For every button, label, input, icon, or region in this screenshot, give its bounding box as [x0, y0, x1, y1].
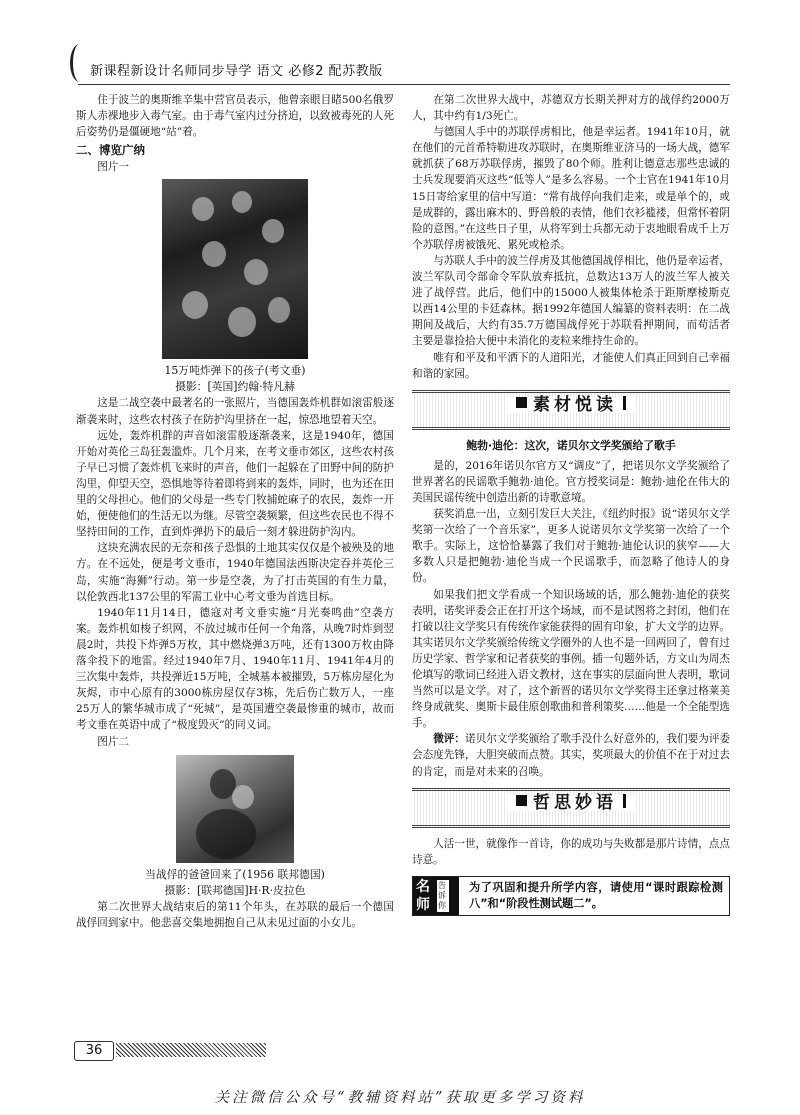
micro-review-label: 微评：	[433, 733, 465, 746]
paragraph: 这块充满农民的无奈和孩子恐惧的土地其实仅仅是个被殃及的地方。在不远处，便是考文垂市，1940年德国法西斯决定吞并英伦三岛，实施“海狮”行动。第一步是空袭，为了打击英国的有生力量，以伦敦西北137公里的军需工业中心考文垂为首选目标。	[76, 542, 394, 603]
teacher-badge	[413, 877, 459, 915]
paragraph: 这是二战空袭中最著名的一张照片，当德国轰炸机群如滚雷般逐渐袭来时，这些农村孩子在防护沟里挤在一起，惊恐地望着天空。	[76, 397, 394, 426]
right-column	[412, 92, 730, 916]
badge-main-text: 名师	[416, 878, 430, 913]
page-header	[70, 48, 730, 88]
section-heading: 二、博览广纳	[76, 143, 145, 158]
article-subheading: 鲍勃·迪伦：这次，诺贝尔文学奖颁给了歌手	[466, 438, 676, 452]
banner-material-reading	[412, 390, 730, 430]
paragraph: 唯有和平及和平洒下的人道阳光，才能使人们真正回到自己幸福和谐的家园。	[412, 351, 730, 380]
photo1-label: 图片一	[97, 161, 129, 174]
banner-title: 哲思妙语	[533, 792, 617, 813]
photo1-caption-credit: 摄影：[英国]约翰·特凡赫	[175, 380, 295, 394]
paragraph: 如果我们把文学看成一个知识场域的话，那么鲍勃·迪伦的获奖表明，诺奖评委会正在打开这个场域，而不是试图将之封闭，他们在打破以往文学奖只有传统作家能获得的固有印象，扩大文学的边界。其实诺贝尔文学奖颁给传统文学圈外的人也不是一回两回了，曾有过历史学家、哲学家和记者获奖的事例。插一句题外话，方文山为周杰伦填写的歌词已经进入语文教材，这在事实的层面向世人表明，歌词当然可以是文学。对了，这个新晋的诺贝尔文学奖得主还拿过格莱美终身成就奖、奥斯卡最佳原创歌曲和普利策奖……他是一个全能型选手。	[412, 588, 730, 730]
banner-square-icon	[516, 397, 527, 408]
footer-pattern	[116, 1043, 266, 1057]
paragraph: 远处，轰炸机群的声音如滚雷般逐渐袭来，这是1940年，德国开始对英伦三岛狂轰滥炸。几个月来，在考文垂市郊区，这些农村孩子早已习惯了轰炸机飞来时的声音，他们一起躲在了田野中间的防护沟里，仰望天空，恐惧地等待着即将到来的轰炸，同时，也为还在田里的父母担心。他们的父母是一些专门牧捕蛇麻子的农民，轰炸一开始，便使他们的生活无以为继。尽管空袭频繁，但这些农民也不得不坚持田间的工作，直到炸弹扔下的最后一刻才躲进防护沟内。	[76, 429, 394, 539]
intro-paragraph: 住于波兰的奥斯维辛集中营官员表示，他曾亲眼目睹500名俄罗斯人赤裸地步入毒气室。由于毒气室内过分挤迫，以致被毒死的人死后姿势仍是僵硬地“站”着。	[76, 94, 394, 139]
banner-square-icon	[516, 795, 527, 806]
micro-review-text: 诺贝尔文学奖颁给了歌手没什么好意外的，我们要为评委会态度先锋，大胆突破而点赞。其实，奖项最大的价值不在于对过去的肯定，而是对未来的召唤。	[412, 733, 731, 778]
photo2-caption-credit: 摄影：[联邦德国]H·R·皮拉色	[164, 883, 306, 897]
photo1-caption-title: 15万吨炸弹下的孩子(考文垂)	[164, 364, 306, 378]
banner-title: 素材悦读	[533, 394, 617, 415]
paragraph: 在第二次世界大战中，苏德双方长期关押对方的战俘约2000万人，其中约有1/3死亡。	[412, 94, 730, 123]
bottom-note: 关注微信公众号“教辅资料站”获取更多学习资料	[214, 1090, 586, 1106]
paragraph: 1940年11月14日，德寇对考文垂实施“月光奏鸣曲”空袭方案。轰炸机如梭子织网，不放过城市任何一个角落，从晚7时炸到翌晨2时，共投下炸弹5万枚，其中燃烧弹3万吨，还有1300万枚由降落伞投下的地雷。经过1940年7月、1940年11月、1941年4月的三次集中轰炸，共投弹近15万吨，全城基本被摧毁，5万栋房屋化为灰烬，市中心原有的3000栋房屋仅存3栋，先后伤亡数万人，一座25万人的繁华城市成了“死城”，是英国遭空袭最惨重的城市，故而考文垂在英语中成了“极度毁灭”的同义词。	[76, 606, 394, 732]
photo-father-returns	[176, 755, 294, 863]
teacher-tip-box	[412, 876, 730, 916]
banner-bar-icon	[623, 396, 626, 410]
paragraph: 与苏联人手中的波兰俘虏及其他德国战俘相比，他仍是幸运者，波兰军队司令部命令军队放弃抵抗，总数达13万人的波兰军人被关进了战俘营。此后，他们中的15000人被集体枪杀于距斯摩棱斯克以西14公里的卡廷森林。据1992年德国人编纂的资料表明：在二战期间及战后，大约有35.7万德国战俘死于苏联看押期间，而苟活者主要是靠捡拾大便中未消化的麦粒来维持生命的。	[412, 254, 730, 348]
tip-text: 为了巩固和提升所学内容，请使用“课时跟踪检测八”和“阶段性测试题二”。	[469, 880, 723, 910]
left-column	[76, 92, 394, 931]
photo2-label: 图片二	[97, 736, 129, 749]
header-rule	[78, 84, 730, 85]
paragraph: 是的，2016年诺贝尔官方又“调皮”了，把诺贝尔文学奖颁给了世界著名的民谣歌手鲍勃·迪伦。官方授奖词是：鲍勃·迪伦在伟大的美国民谣传统中创造出新的诗歌意境。	[412, 459, 730, 504]
photo-children-in-trench	[162, 179, 308, 359]
header-bracket	[70, 44, 89, 82]
paragraph: 第二次世界大战结束后的第11个年头，在苏联的最后一个德国战俘回到家中。他悲喜交集地拥抱自己从未见过面的小女儿。	[76, 900, 394, 929]
paragraph: 人活一世，就像作一首诗，你的成功与失败都是那片诗情，点点诗意。	[412, 837, 730, 866]
banner-philosophy	[412, 788, 730, 828]
badge-side-text: 告诉你	[437, 880, 449, 912]
paragraph: 获奖消息一出，立刻引发巨大关注，《纽约时报》说“诺贝尔文学奖第一次给了一个音乐家”，更多人说诺贝尔文学奖第一次给了一个歌手。实际上，这恰恰暴露了我们对于鲍勃·迪伦认识的狭窄——大多数人只是把鲍勃·迪伦当成一个民谣歌手，而忽略了他诗人的身份。	[412, 508, 730, 585]
banner-bar-icon	[623, 794, 626, 808]
photo2-caption-title: 当战俘的爸爸回来了(1956 联邦德国)	[145, 867, 325, 881]
micro-review	[412, 731, 730, 779]
paragraph: 与德国人手中的苏联俘虏相比，他是幸运者。1941年10月，就在他们的元首希特勒进攻苏联时，在奥斯维亚济马的一场大战，德军就抓获了68万苏联俘虏，摧毁了80个师。胜利让德意志那些忠诚的士兵发现要消灭这些“低等人”是多么容易。一个士官在1941年10月15日寄给家里的信中写道：“常有战俘向我们走来，或是单个的，或是成群的，露出麻木的、野兽般的表情，他们衣衫褴褛，但常怀着阴险的意图。”在这些日子里，从将军到士兵都无动于衷地眼看成千上万个苏联俘虏被饿死、累死或枪杀。	[412, 126, 730, 251]
page-number: 36	[74, 1041, 114, 1061]
header-title: 新课程新设计名师同步导学 语文 必修2 配苏教版	[90, 64, 383, 79]
